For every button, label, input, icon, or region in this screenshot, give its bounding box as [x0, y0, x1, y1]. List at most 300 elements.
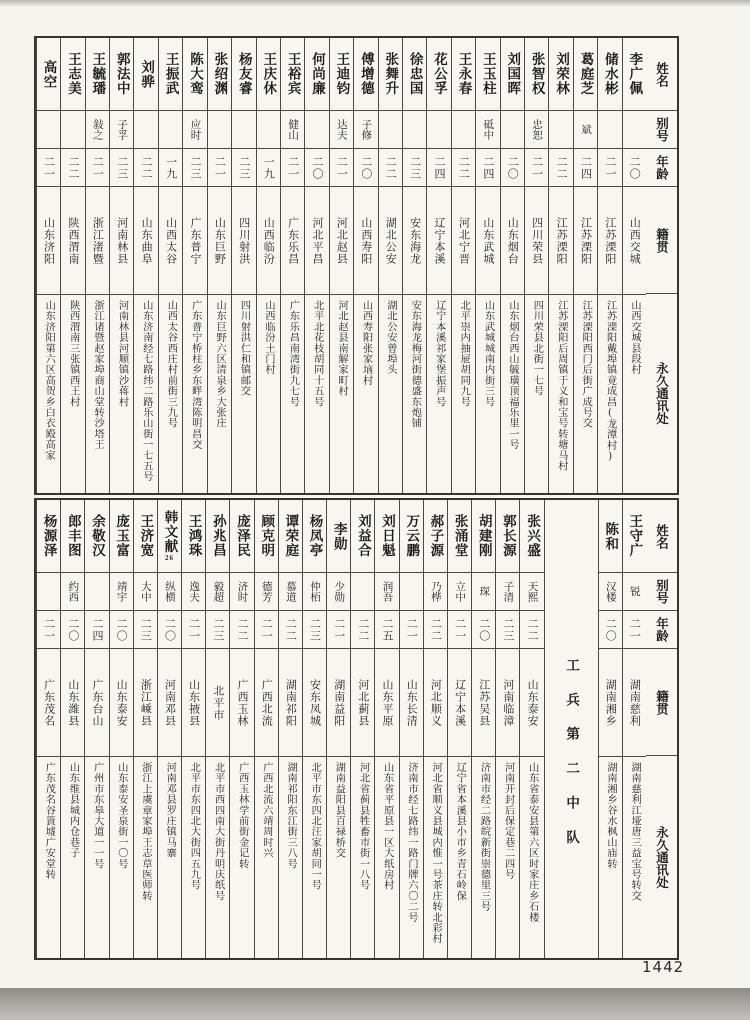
entry-age: 二三 — [496, 611, 519, 649]
entry-origin: 山东泰安 — [520, 649, 543, 757]
entry-name: 顾克明 — [255, 500, 278, 573]
entry-name: 刘骅 — [134, 38, 157, 111]
directory-entry-column — [378, 38, 402, 493]
entry-alias — [85, 573, 108, 611]
entry-alias — [403, 111, 426, 149]
entry-alias: 砥中 — [476, 111, 499, 149]
header-address: 永久通讯处 — [654, 825, 669, 889]
entry-alias — [598, 111, 621, 149]
header-origin: 籍贯 — [646, 649, 677, 756]
directory-entry-column — [133, 500, 157, 958]
directory-entry-column — [231, 38, 255, 493]
entry-origin: 湖南慈利 — [623, 649, 646, 757]
entry-origin: 河南临漳 — [496, 649, 519, 757]
entry-age: 二四 — [427, 149, 450, 187]
entry-address: 湖北公安曾埠头 — [384, 300, 396, 375]
roster-table-bottom — [34, 498, 679, 960]
entry-origin: 山东武城 — [476, 187, 499, 295]
entry-address: 山东泰安圣泉街一〇号 — [115, 762, 127, 869]
entry-address: 河北省顺义县城内惟一号茶庄转北彩村 — [430, 762, 442, 944]
directory-entry-column — [182, 38, 206, 493]
entry-name: 傅增德 — [354, 38, 377, 111]
directory-entry-column — [399, 500, 423, 958]
entry-origin: 山东济阳 — [37, 187, 60, 295]
entry-address: 湖南慈利江垭唐三益宝号转交 — [629, 762, 641, 902]
entry-alias — [400, 573, 423, 611]
entry-address: 北平北花枝胡同十五号 — [311, 300, 323, 407]
entry-alias: 润吾 — [375, 573, 398, 611]
entry-age: 二〇 — [472, 611, 495, 649]
entry-name: 谭荣庭 — [279, 500, 302, 573]
entry-alias: 达夫 — [330, 111, 353, 149]
entry-origin: 江苏溧阳 — [574, 187, 597, 295]
entry-origin: 广东普宁 — [183, 187, 206, 295]
entry-name: 王裕宾 — [281, 38, 304, 111]
entry-address: 北平市东四北汪家胡同一号 — [309, 762, 321, 891]
entry-alias — [379, 111, 402, 149]
entry-age: 二三 — [303, 611, 326, 649]
entry-address: 山东烟台西山毓璜顶福乐里一号 — [506, 300, 518, 450]
directory-entry-column — [181, 500, 205, 958]
entry-origin: 河南林县 — [110, 187, 133, 295]
entry-alias: 立中 — [448, 573, 471, 611]
entry-address: 安东海龙梅河街德盛东炮铺 — [409, 300, 421, 429]
entry-name: 孙兆昌 — [206, 500, 229, 573]
entry-origin: 湖南祁阳 — [279, 649, 302, 757]
entry-origin: 山东平原 — [375, 649, 398, 757]
page-number: 1442 — [642, 958, 685, 976]
entry-name: 郭长源 — [496, 500, 519, 573]
entry-origin: 山西交城 — [623, 187, 646, 295]
entry-age: 二一 — [330, 149, 353, 187]
entry-name: 李勋 — [327, 500, 350, 573]
entry-age: 二四 — [476, 149, 499, 187]
entry-alias — [427, 111, 450, 149]
entry-name: 王志美 — [61, 38, 84, 111]
entry-origin: 辽宁本溪 — [448, 649, 471, 757]
entry-alias: 斌 — [574, 111, 597, 149]
entry-address: 江苏溧阳后周镇于义和宝号转塘马村 — [555, 300, 567, 472]
entry-address: 浙江上虞章家埠王志草医师转 — [140, 762, 152, 902]
directory-entry-column — [374, 500, 398, 958]
entry-age: 二三 — [134, 611, 157, 649]
entry-origin: 山西临汾 — [257, 187, 280, 295]
entry-address: 江苏溧阳戴埠镇竟成昌(龙潭村) — [604, 300, 616, 463]
entry-name: 高空 — [37, 38, 60, 111]
directory-entry-column — [423, 500, 447, 958]
entry-address: 四川射洪仁和镇邮交 — [238, 300, 250, 397]
scan-edge-top — [0, 0, 750, 7]
entry-name: 葛庭芝 — [574, 38, 597, 111]
entry-age: 二一 — [623, 611, 646, 649]
entry-address: 山东巨野六区清泉乡大张庄 — [214, 300, 226, 429]
entry-address: 河北省蓟县牲畜市街一八号 — [357, 762, 369, 891]
entry-alias — [159, 111, 182, 149]
scan-edge-bottom — [0, 988, 750, 1020]
entry-name: 徐忠国 — [403, 38, 426, 111]
entry-alias: 大中 — [134, 573, 157, 611]
entry-name: 韩文献 26 — [158, 500, 181, 573]
entry-alias: 约西 — [61, 573, 84, 611]
entry-alias: 子孚 — [110, 111, 133, 149]
entry-age: 二一 — [182, 611, 205, 649]
entry-age: 二一 — [598, 149, 621, 187]
entry-origin: 江苏溧阳 — [598, 187, 621, 295]
entry-name: 花公孚 — [427, 38, 450, 111]
directory-entry-column — [280, 38, 304, 493]
entry-name: 王庆休 — [257, 38, 280, 111]
entry-alias — [452, 111, 475, 149]
directory-entry-column — [304, 38, 328, 493]
entry-name: 张智权 — [525, 38, 548, 111]
entry-age: 二四 — [85, 611, 108, 649]
entry-name: 储水彬 — [598, 38, 621, 111]
entry-age: 二一 — [37, 149, 60, 187]
entry-alias — [37, 111, 60, 149]
directory-entry-column — [447, 500, 471, 958]
directory-entry-column — [426, 38, 450, 493]
directory-entry-column — [157, 500, 181, 958]
entry-alias — [623, 111, 646, 149]
entry-address: 陕西渭南三张镇西王村 — [67, 300, 79, 407]
entry-address: 济南市经七路纬一路门牌六〇二号 — [405, 762, 417, 923]
entry-alias: 健山 — [281, 111, 304, 149]
entry-alias: 慕道 — [279, 573, 302, 611]
entry-origin: 山东泰安 — [110, 649, 133, 757]
entry-alias: 仲栢 — [303, 573, 326, 611]
entry-origin: 山东潍县 — [61, 649, 84, 757]
entry-origin: 湖北公安 — [379, 187, 402, 295]
entry-name: 王守广 — [623, 500, 646, 573]
entry-age: 二二 — [424, 611, 447, 649]
directory-entry-column — [519, 500, 543, 958]
directory-entry-column — [495, 500, 519, 958]
entry-address: 广西玉林学前街金记转 — [236, 762, 248, 869]
entry-age: 二一 — [281, 149, 304, 187]
entry-alias: 纵横 — [158, 573, 181, 611]
entry-alias: 靖宇 — [110, 573, 133, 611]
directory-entry-column — [60, 38, 84, 493]
entry-name: 刘荣林 — [549, 38, 572, 111]
roster-table-top — [34, 36, 679, 495]
entry-alias: 子清 — [496, 573, 519, 611]
directory-entry-column — [205, 500, 229, 958]
entry-alias: 应时 — [183, 111, 206, 149]
entry-origin: 江苏溧阳 — [549, 187, 572, 295]
directory-entry-column — [256, 38, 280, 493]
directory-entry-column — [471, 500, 495, 958]
header-age: 年龄 — [646, 611, 677, 649]
directory-entry-column — [254, 500, 278, 958]
entry-age: 二三 — [183, 149, 206, 187]
entry-origin: 河北赵县 — [330, 187, 353, 295]
header-alias: 别号 — [646, 573, 677, 611]
entry-address: 河南邓县罗庄镇马寨 — [164, 762, 176, 859]
directory-entry-column — [326, 500, 350, 958]
entry-origin: 安东凤城 — [303, 649, 326, 757]
entry-alias — [61, 111, 84, 149]
directory-entry-column — [207, 38, 231, 493]
entry-age: 二二 — [379, 149, 402, 187]
header-name: 姓名 — [646, 38, 677, 111]
entry-address: 辽宁本溪祁家堡振声号 — [433, 300, 445, 407]
entry-address: 山东维县城内仓巷子 — [67, 762, 79, 859]
entry-age: 二一 — [255, 611, 278, 649]
entry-origin: 北平市 — [206, 649, 229, 757]
entry-alias: 天熙 — [520, 573, 543, 611]
entry-address: 北平崇内抽屉胡同九号 — [458, 300, 470, 407]
entry-name: 张涌堂 — [448, 500, 471, 573]
header-address: 永久通讯处 — [654, 362, 669, 425]
entry-age: 二一 — [86, 149, 109, 187]
entry-name: 王玉柱 — [476, 38, 499, 111]
entry-alias: 敍之 — [86, 111, 109, 149]
entry-age: 二二 — [134, 149, 157, 187]
directory-entry-column — [158, 38, 182, 493]
entry-address: 河南林县河顺镇沙蒋村 — [116, 300, 128, 407]
entry-address: 广州市东皋大道一一号 — [91, 762, 103, 869]
directory-entry-column — [278, 500, 302, 958]
entry-origin: 安东海龙 — [403, 187, 426, 295]
entry-age: 二二 — [549, 149, 572, 187]
entry-address: 广西北流六靖周时兴 — [260, 762, 272, 859]
row-headers-bottom — [646, 500, 677, 958]
entry-address: 济南市经二路皖新街崇德里三号 — [478, 762, 490, 912]
directory-entry-column — [598, 500, 622, 958]
directory-entry-column — [133, 38, 157, 493]
entry-name: 胡建刚 — [472, 500, 495, 573]
directory-entry-column — [302, 500, 326, 958]
entry-name: 庞玉富 — [110, 500, 133, 573]
entry-address: 山西太谷西庄村前街三九号 — [165, 300, 177, 429]
entry-origin: 山西寿阳 — [354, 187, 377, 295]
entry-address: 四川荣县北街一七号 — [531, 300, 543, 397]
entry-origin: 山东烟台 — [501, 187, 524, 295]
directory-entry-column — [85, 38, 109, 493]
entry-name: 何尚廉 — [305, 38, 328, 111]
entry-age: 二一 — [448, 611, 471, 649]
entry-alias: 汉楼 — [599, 573, 622, 611]
entry-origin: 山西太谷 — [159, 187, 182, 295]
entry-age: 二三 — [232, 149, 255, 187]
entry-address: 湖南祁阳东江街三八号 — [285, 762, 297, 869]
entry-age: 二〇 — [501, 149, 524, 187]
entry-age: 二一 — [37, 611, 60, 649]
directory-entry-column — [329, 38, 353, 493]
directory-entry-column — [548, 38, 572, 493]
entry-alias: 忠恕 — [525, 111, 548, 149]
directory-entry-column — [622, 500, 646, 958]
entry-name: 郝子源 — [424, 500, 447, 573]
entry-name: 陈和 — [599, 500, 622, 573]
directory-entry-column — [60, 500, 84, 958]
directory-entry-column — [353, 38, 377, 493]
entry-address: 湖南益阳县百禄桥交 — [333, 762, 345, 859]
entry-origin: 河南邓县 — [158, 649, 181, 757]
directory-entry-column — [229, 500, 253, 958]
entry-address: 广东乐昌南湾街九七号 — [287, 300, 299, 407]
entry-age: 二〇 — [354, 149, 377, 187]
entry-alias — [37, 573, 60, 611]
entry-age: 二三 — [110, 149, 133, 187]
header-alias: 别号 — [646, 111, 677, 149]
entry-note: 26 — [165, 554, 174, 563]
entry-address: 山西交城县段村 — [629, 300, 641, 375]
entry-name: 庞泽民 — [230, 500, 253, 573]
entry-name: 王济宽 — [134, 500, 157, 573]
entry-origin: 江苏吴县 — [472, 649, 495, 757]
entry-age: 二〇 — [158, 611, 181, 649]
entry-address: 湖南湘乡谷水枫山庙转 — [604, 762, 616, 869]
header-origin: 籍贯 — [646, 187, 677, 294]
entry-origin: 广东茂名 — [37, 649, 60, 757]
header-age: 年龄 — [646, 149, 677, 187]
entry-alias: 乃桦 — [424, 573, 447, 611]
entry-alias — [549, 111, 572, 149]
entry-address: 北平市西四南大街丹明庆纸号 — [212, 762, 224, 902]
entry-address: 河北赵县南解家町村 — [336, 300, 348, 397]
entry-origin: 广东乐昌 — [281, 187, 304, 295]
entry-age: 一九 — [257, 149, 280, 187]
entry-alias — [305, 111, 328, 149]
entry-address: 辽宁省本溪县小市乡青石岭保 — [454, 762, 466, 902]
entry-age: 二〇 — [61, 611, 84, 649]
entry-address: 山东省平原县一区大纸房村 — [381, 762, 393, 891]
entry-age: 二一 — [400, 611, 423, 649]
directory-entry-column — [36, 500, 60, 958]
entry-name: 刘益合 — [351, 500, 374, 573]
entry-age: 二二 — [351, 611, 374, 649]
entry-age: 一九 — [159, 149, 182, 187]
entry-age: 二五 — [375, 611, 398, 649]
entry-origin: 河北宁晋 — [452, 187, 475, 295]
entry-alias: 逸夫 — [182, 573, 205, 611]
entry-address: 山东武城城南内街三号 — [482, 300, 494, 407]
entry-address: 江苏溧阳西门后街广成号交 — [580, 300, 592, 429]
entry-origin: 广西北流 — [255, 649, 278, 757]
entry-name: 李广佩 — [623, 38, 646, 111]
entry-age: 二〇 — [599, 611, 622, 649]
entry-age: 二二 — [279, 611, 302, 649]
entry-alias — [134, 111, 157, 149]
entry-age: 二〇 — [110, 611, 133, 649]
directory-entry-column — [36, 38, 60, 493]
entry-address: 山西寿阳张家垴村 — [360, 300, 372, 386]
entry-name: 张兴盛 — [520, 500, 543, 573]
entry-name: 刘国晖 — [501, 38, 524, 111]
entry-alias: 锐 — [623, 573, 646, 611]
entry-alias — [257, 111, 280, 149]
entry-alias — [208, 111, 231, 149]
entry-alias: 毅超 — [206, 573, 229, 611]
directory-entry-column — [109, 500, 133, 958]
directory-entry-column — [622, 38, 646, 493]
entry-origin: 河北蓟县 — [351, 649, 374, 757]
row-headers-top — [646, 38, 677, 493]
entry-alias — [351, 573, 374, 611]
entry-name: 张绍渊 — [208, 38, 231, 111]
entry-origin: 山东曲阜 — [134, 187, 157, 295]
entry-origin: 湖南益阳 — [327, 649, 350, 757]
entry-address: 河南开封后保定巷二四号 — [502, 762, 514, 880]
entry-address: 广东普宁桥柱乡东畔湾陈明昌交 — [189, 300, 201, 450]
entry-age: 二四 — [574, 149, 597, 187]
directory-entry-column — [475, 38, 499, 493]
entry-alias: 少勋 — [327, 573, 350, 611]
entry-name: 王毓璠 — [86, 38, 109, 111]
directory-entry-column — [350, 500, 374, 958]
entry-age: 二一 — [525, 149, 548, 187]
entry-address: 广东茂名谷篢墟广安堂转 — [43, 762, 55, 880]
entry-name: 刘日魁 — [375, 500, 398, 573]
unit-label: 工兵第二中队 — [564, 658, 580, 865]
entry-origin: 四川射洪 — [232, 187, 255, 295]
entry-address: 山西临汾土门村 — [262, 300, 274, 375]
entry-origin: 山东长清 — [400, 649, 423, 757]
entry-alias: 济时 — [230, 573, 253, 611]
entry-origin: 浙江渚暨 — [86, 187, 109, 295]
directory-entry-column — [597, 38, 621, 493]
entry-origin: 广东台山 — [85, 649, 108, 757]
entry-address: 山东省泰安县第六区时家庄乡石楼 — [526, 762, 538, 923]
entry-age: 二二 — [61, 149, 84, 187]
directory-entry-column — [402, 38, 426, 493]
entry-alias: 德芳 — [255, 573, 278, 611]
entry-origin: 陕西渭南 — [61, 187, 84, 295]
header-name: 姓名 — [646, 500, 677, 573]
entry-alias — [232, 111, 255, 149]
entry-age: 二二 — [452, 149, 475, 187]
entry-age: 二〇 — [305, 149, 328, 187]
entry-age: 二〇 — [623, 149, 646, 187]
entry-age: 二三 — [206, 611, 229, 649]
entry-name: 郭法中 — [110, 38, 133, 111]
entry-name: 杨凤亭 — [303, 500, 326, 573]
entry-age: 二二 — [520, 611, 543, 649]
directory-entry-column — [500, 38, 524, 493]
entry-alias: 子修 — [354, 111, 377, 149]
entry-age: 二二 — [230, 611, 253, 649]
entry-name: 余敬汉 — [85, 500, 108, 573]
directory-entry-column — [451, 38, 475, 493]
entry-age: 二三 — [403, 149, 426, 187]
entry-address: 山东济南经七路纬二路乐山街一七五号 — [140, 300, 152, 482]
entry-age: 二一 — [208, 149, 231, 187]
entry-origin: 河北顺义 — [424, 649, 447, 757]
entry-name: 王永春 — [452, 38, 475, 111]
entry-address: 北平市东四北大街四五九号 — [188, 762, 200, 891]
entry-origin: 四川荣县 — [525, 187, 548, 295]
entry-origin: 浙江嵊县 — [134, 649, 157, 757]
entry-origin: 辽宁本溪 — [427, 187, 450, 295]
entry-origin: 河北平昌 — [305, 187, 328, 295]
entry-origin: 山东巨野 — [208, 187, 231, 295]
directory-entry-column — [524, 38, 548, 493]
directory-entry-column — [573, 38, 597, 493]
entry-name: 王迪钧 — [330, 38, 353, 111]
directory-entry-column — [109, 38, 133, 493]
entry-origin: 山东掖县 — [182, 649, 205, 757]
entry-name: 张舞升 — [379, 38, 402, 111]
unit-divider-column — [544, 500, 598, 958]
entry-address: 浙江诸暨赵家埠商山堂转沙塔王 — [92, 300, 104, 450]
entry-name: 王振武 — [159, 38, 182, 111]
entry-age: 二一 — [327, 611, 350, 649]
entry-alias: 琛 — [472, 573, 495, 611]
entry-name: 陈大鸾 — [183, 38, 206, 111]
directory-entry-column — [84, 500, 108, 958]
entry-address: 山东济阳第六区高贺乡白衣殿高家 — [43, 300, 55, 461]
